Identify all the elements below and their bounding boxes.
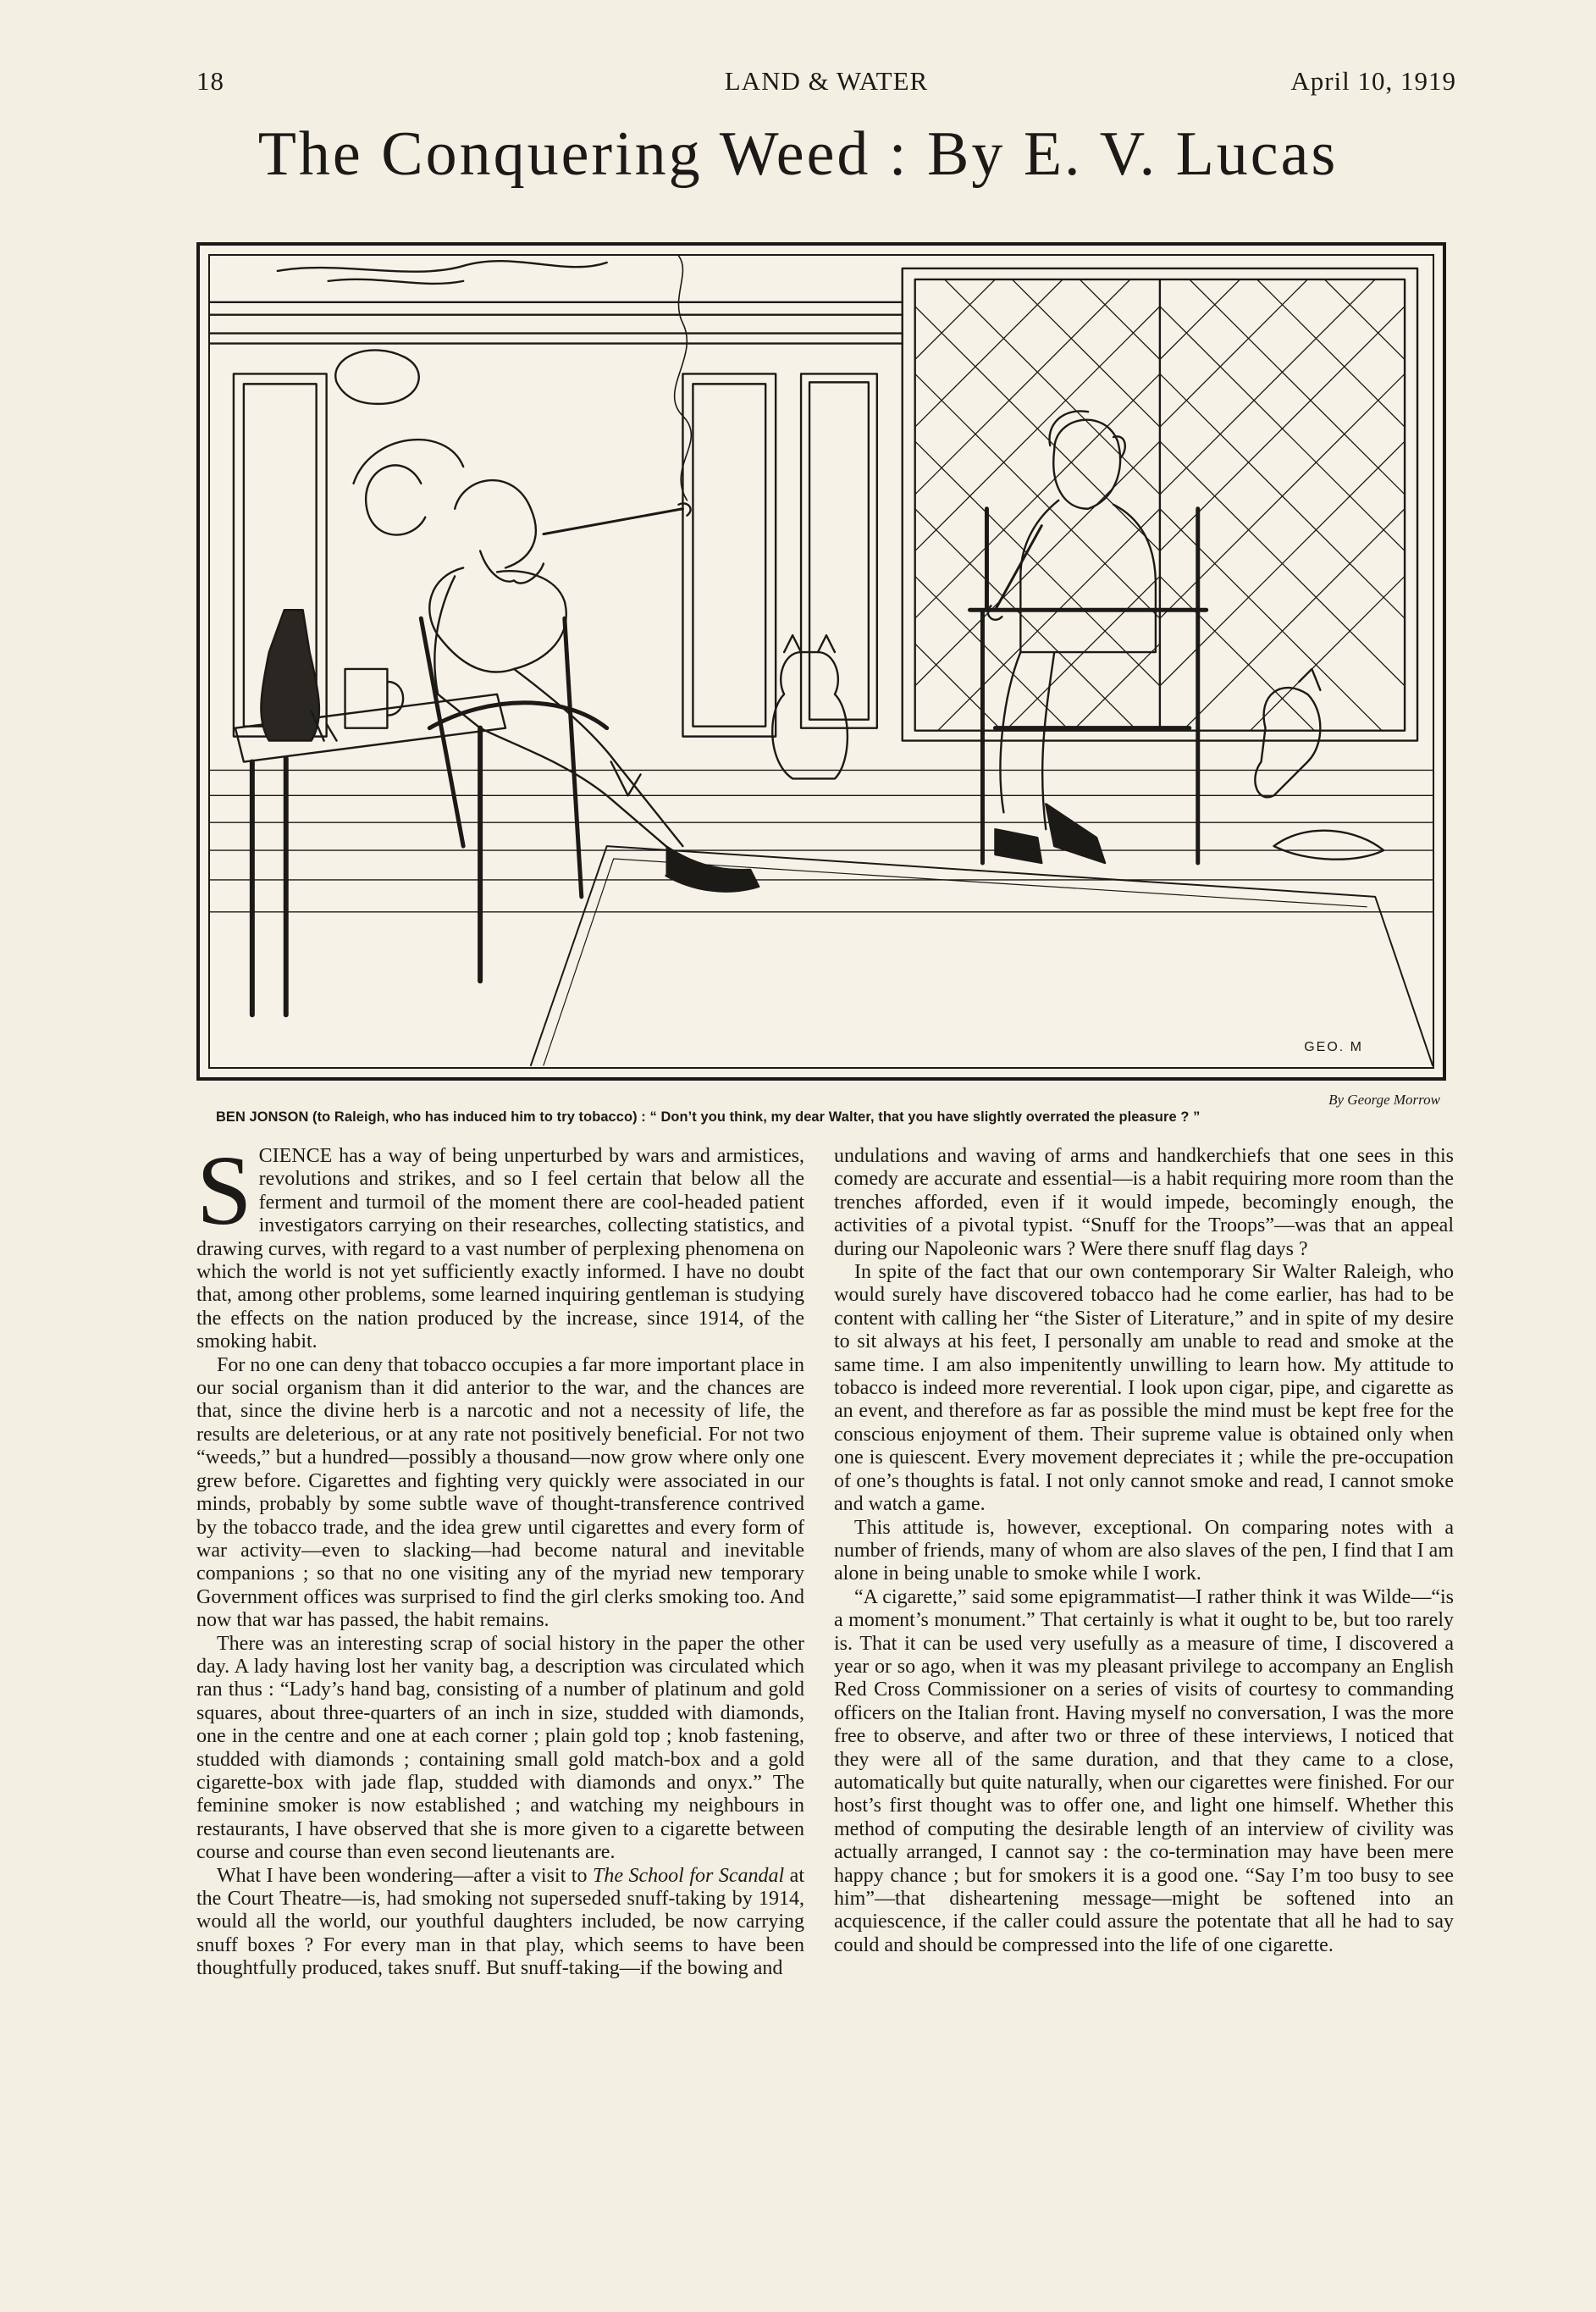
illustration-drawing: [210, 256, 1433, 1067]
illustration: [196, 242, 1446, 1081]
paragraph-text: at the Court Theatre—is, had smoking not superseded snuff-taking by 1914, would all the world, our youthful daughters included, be now carrying snuff boxes ? For every man in that play, which seems to have been thoughtfully produced, takes snuff. But snuff-taking—if the bowing and: [196, 1864, 805, 1980]
paragraph: In spite of the fact that our own contemporary Sir Walter Raleigh, who would surely have discovered tobacco had he come earlier, has had to be content with calling her “the Sister of Literature,” and in spite of my desire to sit always at his feet, I personally am unable to read and smoke at the same time. I am also impenitently unwilling to learn how. My attitude to tobacco is indeed more reverential. I look upon cigar, pipe, and cigarette as an event, and therefore as far as possible the mind must be kept free for the conscious enjoyment of them. Their supreme value is obtained only when one is quiescent. Every movement depreciates it ; while the pre-occupation of one’s thoughts is fatal. I not only cannot smoke and read, I cannot smoke and watch a game.: [834, 1261, 1454, 1516]
paragraph-text: CIENCE has a way of being unperturbed by wars and armistices, revolutions and strikes, and so I feel certain that below all the ferment and turmoil of the moment there are cool-headed patient investigators carrying on their researches, collecting statistics, and drawing curves, with regard to a vast number of perplexing phenomena on which the world is not yet sufficiently exactly informed. I have no doubt that, among other problems, some learned inquiring gentleman is studying the effects on the nation produced by the increase, since 1914, of the smoking habit.: [196, 1145, 804, 1353]
drop-cap: S: [196, 1135, 252, 1246]
play-title: The School for Scandal: [592, 1864, 785, 1887]
article-title: The Conquering Weed : By E. V. Lucas: [257, 119, 1339, 189]
paragraph: undulations and waving of arms and handkerchiefs that one sees in this comedy are accurate and essential—is a habit requiring more room than the trenches afforded, even if it would impede, becomingly enough, the activities of a pivotal typist. “Snuff for the Troops”—was that an appeal during our Napoleonic wars ? Were there snuff flag days ?: [834, 1145, 1454, 1260]
page-header: [196, 66, 1456, 103]
paragraph: There was an interesting scrap of social history in the paper the other day. A lady having lost her vanity bag, a description was circulated which ran thus : “Lady’s hand bag, consisting of a number of platinum and gold squares, about three-quarters of an inch in size, studded with diamonds, one in the centre and one at each corner ; plain gold top ; knob fastening, studded with diamonds ; containing small gold match-box and a gold cigarette-box with jade flap, studded with diamonds and onyx.” The feminine smoker is now established ; and watching my neighbours in restaurants, I have observed that she is more given to a cigarette between course and course than even second lieutenants are.: [196, 1632, 804, 1864]
paragraph: [196, 1135, 804, 1354]
paragraph: [196, 1865, 804, 1981]
paragraph: For no one can deny that tobacco occupies a far more important place in our social organism than it did anterior to the war, and the chances are that, since the divine herb is a narcotic and not a necessity of life, the results are deleterious, or at any rate not positively beneficial. For not two “weeds,” but a hundred—possibly a thousand—now grow where only one grew before. Cigarettes and fighting very quickly were associated in our minds, probably by some subtle wave of thought-transference contrived by the tobacco trade, and the idea grew until cigarettes and every form of war activity—even to slacking—had become natural and inevitable companions ; so that no one visiting any of the myriad new temporary Government offices was surprised to find the girl clerks smoking too. And now that war has passed, the habit remains.: [196, 1353, 804, 1632]
publication-name: LAND & WATER: [724, 66, 929, 96]
artist-signature: GEO. M: [1304, 1040, 1363, 1054]
paragraph: “A cigarette,” said some epigrammatist—I rather think it was Wilde—“is a moment’s monument.” That certainly is what it ought to be, but too rarely is. That it can be used very usefully as a measure of time, I discovered a year or so ago, when it was my pleasant privilege to accompany an English Red Cross Commissioner on a series of visits of courtesy to commanding officers on the Italian front. Having myself no conversation, I was the more free to observe, and after two or three of these interviews, I noticed that they were all of the same duration, and that they came to a close, automatically but quite naturally, when our cigarettes were finished. For our host’s first thought was to offer one, and light one himself. Whether this method of computing the desirable length of an interview of civility was actually arranged, I cannot say : the co-termination may have been mere happy chance ; but for smokers it is a good one. “Say I’m too busy to see him”—that disheartening message—might be softened into an acquiescence, if the caller could assure the potentate that all he had to say could and should be compressed into the life of one cigarette.: [834, 1585, 1454, 1956]
illustration-caption: BEN JONSON (to Raleigh, who has induced him to try tobacco) : “ Don’t you think, my dear Walter, that you have slightly overrated the pleasure ? ”: [216, 1109, 1201, 1125]
paragraph-text: What I have been wondering—after a visit to: [217, 1864, 593, 1887]
article-column-left: [196, 1135, 805, 1981]
article-column-right: [834, 1145, 1454, 1957]
page-number: 18: [196, 66, 224, 96]
illustration-credit: By George Morrow: [1328, 1092, 1440, 1108]
paragraph: This attitude is, however, exceptional. On comparing notes with a number of friends, many of whom are also slaves of the pen, I find that I am alone in being unable to smoke while I work.: [834, 1516, 1454, 1585]
issue-date: April 10, 1919: [1290, 66, 1456, 96]
